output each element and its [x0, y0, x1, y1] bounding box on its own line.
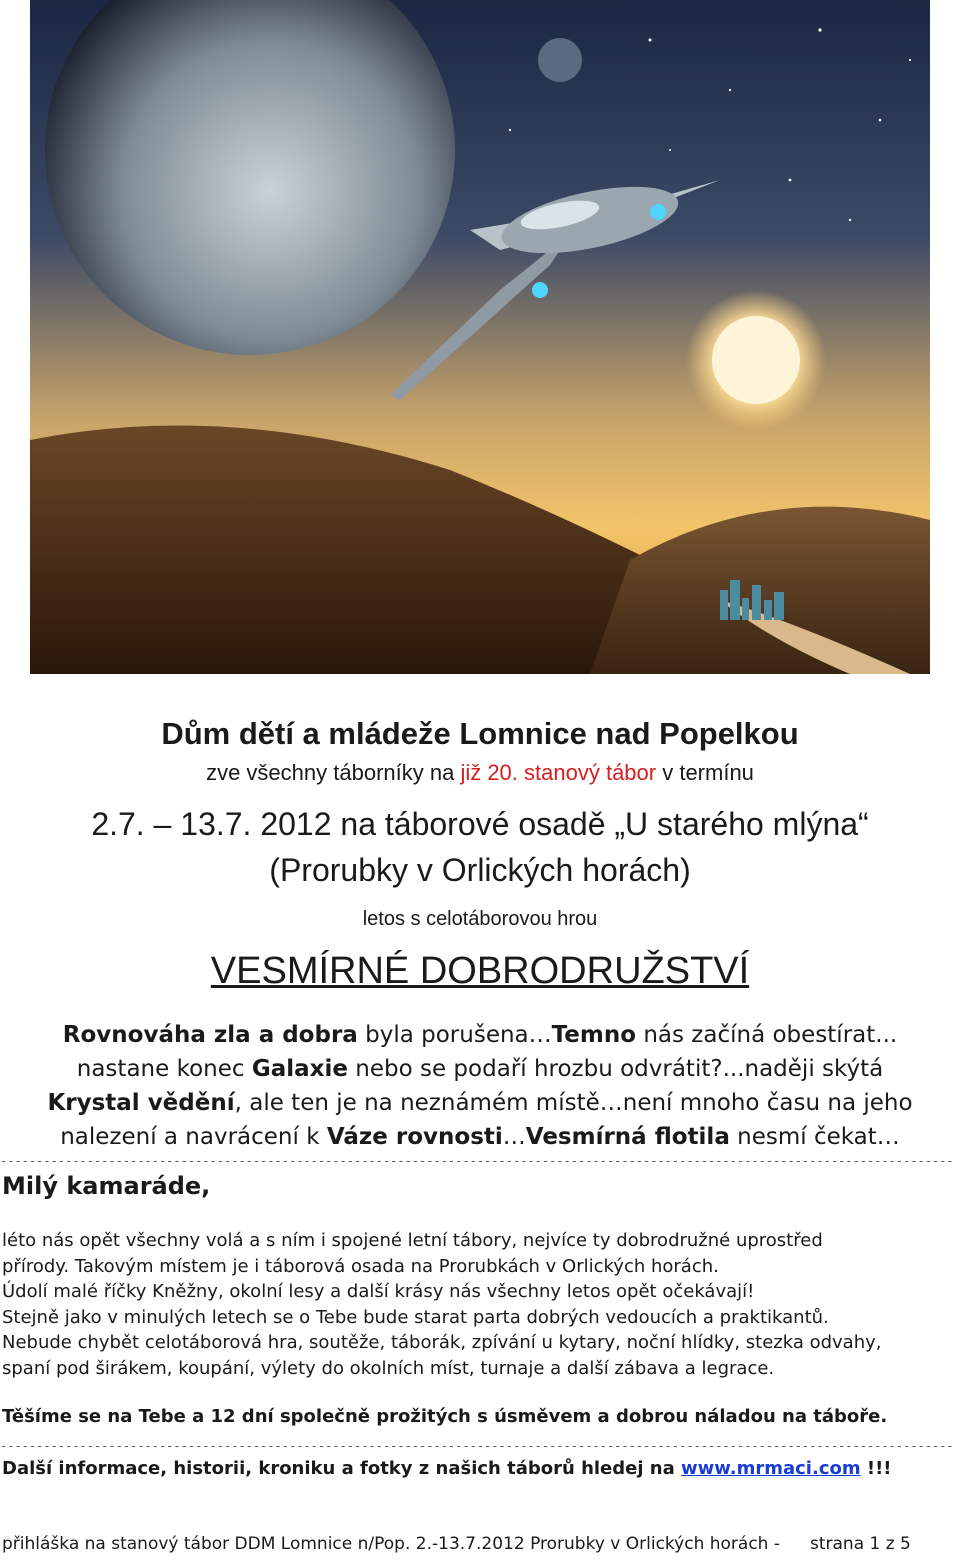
- story-bold: Váze rovnosti: [326, 1124, 503, 1150]
- divider: ------------------------------------------------------------------------------------------------------------------------------------: [0, 1154, 954, 1168]
- story-bold: Rovnováha zla a dobra: [62, 1022, 358, 1048]
- story-bold: Galaxie: [251, 1056, 348, 1082]
- letter-closing: Těšíme se na Tebe a 12 dní společně prožitých s úsměvem a dobrou náladou na táboře.: [2, 1406, 888, 1427]
- story-text: nesmí čekat…: [729, 1124, 900, 1150]
- letter-line: léto nás opět všechny volá a s ním i spojené letní tábory, nejvíce ty dobrodružné uprostřed: [2, 1230, 823, 1251]
- letter-body: [2, 1228, 958, 1381]
- invite-post: v termínu: [656, 760, 754, 785]
- story-paragraph: [0, 1018, 960, 1154]
- place-line: (Prorubky v Orlických horách): [269, 852, 691, 888]
- website-link[interactable]: www.mrmaci.com: [681, 1458, 861, 1479]
- info-line: [2, 1458, 892, 1479]
- info-after: !!!: [860, 1458, 892, 1479]
- letter-line: Údolí malé říčky Kněžny, okolní lesy a další krásy nás všechny letos opět očekávají!: [2, 1281, 755, 1302]
- letter-line: spaní pod širákem, koupání, výlety do okolních míst, turnaje a další zábava a legrace.: [2, 1357, 775, 1379]
- story-text: …: [502, 1124, 526, 1150]
- story-line: [0, 1018, 960, 1052]
- footer-text: přihláška na stanový tábor DDM Lomnice n/Pop. 2.-13.7.2012 Prorubky v Orlických horách -: [2, 1534, 780, 1554]
- info-text: Další informace, historii, kroniku a fotky z našich táborů hledej na: [2, 1458, 682, 1479]
- story-line: [0, 1120, 960, 1154]
- space-illustration: [30, 0, 930, 674]
- letter-line: Stejně jako v minulých letech se o Tebe bude starat parta dobrých vedoucích a praktikantů.: [2, 1306, 829, 1328]
- divider: ------------------------------------------------------------------------------------------------------------------------------------: [0, 1439, 954, 1453]
- story-text: nalezení a navrácení k: [60, 1124, 327, 1150]
- invite-pre: zve všechny táborníky na: [206, 760, 461, 785]
- story-line: [0, 1086, 960, 1120]
- story-bold: Krystal vědění: [47, 1090, 235, 1116]
- dates-line: 2.7. – 13.7. 2012 na táborové osadě „U starého mlýna“: [91, 806, 869, 842]
- story-text: nás začíná obestírat...: [636, 1022, 898, 1048]
- invite-highlight: již 20. stanový tábor: [460, 760, 657, 785]
- letter-greeting: Milý kamaráde,: [2, 1172, 211, 1200]
- page-title: Dům dětí a mládeže Lomnice nad Popelkou: [161, 716, 799, 751]
- page-number: strana 1 z 5: [809, 1534, 911, 1554]
- invitation-line: [0, 760, 960, 786]
- story-text: nebo se podaří hrozbu odvrátit?...naději skýtá: [347, 1056, 884, 1082]
- story-text: , ale ten je na neznámém místě…není mnoho času na jeho: [234, 1090, 913, 1116]
- game-title: VESMÍRNÉ DOBRODRUŽSTVÍ: [210, 950, 750, 992]
- story-text: nastane konec: [76, 1056, 252, 1082]
- story-line: [0, 1052, 960, 1086]
- letter-line: přírody. Takovým místem je i táborová osada na Prorubkách v Orlických horách.: [2, 1255, 719, 1277]
- story-bold: Temno: [551, 1022, 637, 1048]
- story-text: byla porušena…: [357, 1022, 552, 1048]
- story-bold: Vesmírná flotila: [525, 1124, 730, 1150]
- game-intro: letos s celotáborovou hrou: [362, 908, 598, 930]
- page-footer: [2, 1534, 911, 1554]
- letter-line: Nebude chybět celotáborová hra, soutěže, táborák, zpívání u kytary, noční hlídky, stezka odvahy,: [2, 1332, 882, 1353]
